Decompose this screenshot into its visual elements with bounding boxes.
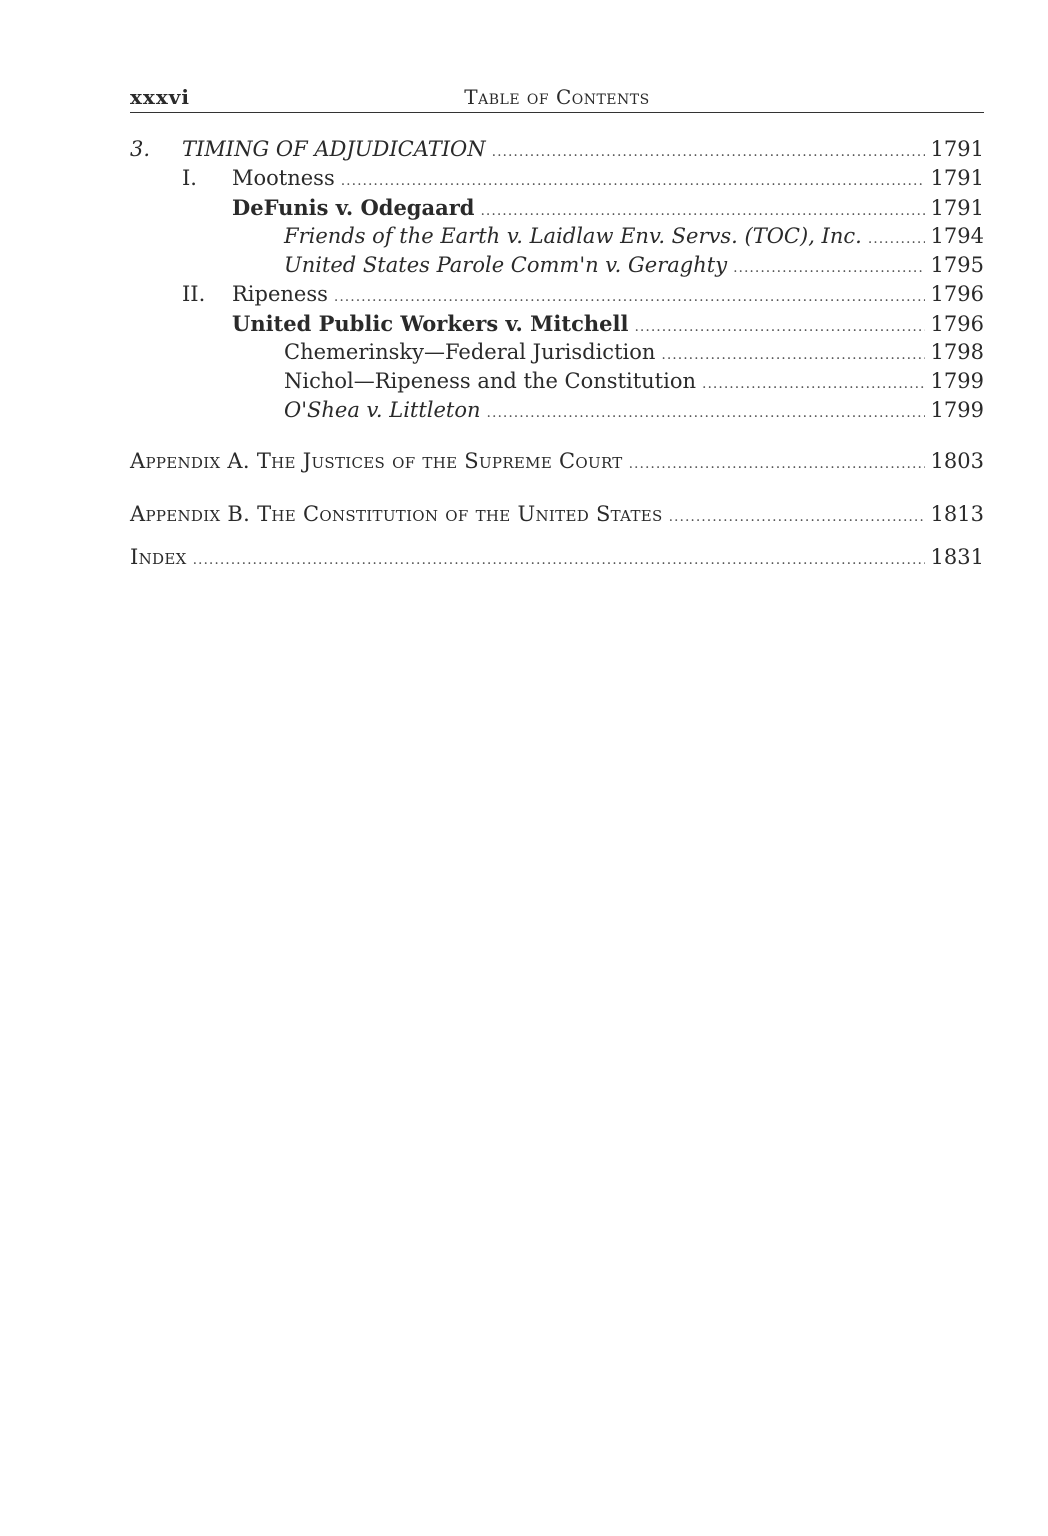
toc-entry-page: 1794 [930,224,984,248]
toc-entry-title: Ripeness [232,282,328,306]
toc-entry-appendix-b[interactable] [130,500,984,529]
toc-entry-mootness[interactable] [130,164,984,193]
toc-entry-title: Friends of the Earth v. Laidlaw Env. Servs. (TOC), Inc. [284,224,862,248]
dot-leader [193,546,925,575]
dot-leader [334,283,925,312]
toc-entry-number: 3. [130,137,151,161]
toc-entry-number: I. [182,166,197,190]
toc-entry-timing-of-adjudication[interactable] [130,135,984,164]
spacer [130,425,984,447]
toc-entry-page: 1791 [930,196,984,220]
toc-entry-chemerinsky[interactable] [130,338,984,367]
table-of-contents [130,135,984,572]
toc-entry-title: Appendix A. The Justices of the Supreme Court [130,449,623,473]
dot-leader [629,450,925,479]
dot-leader [669,503,925,532]
toc-entry-title: United States Parole Comm'n v. Geraghty [284,253,728,277]
toc-entry-title: Chemerinsky—Federal Jurisdiction [284,340,656,364]
toc-entry-friends-of-the-earth[interactable] [130,222,984,251]
dot-leader [868,225,925,254]
toc-entry-page: 1803 [930,449,984,473]
toc-entry-page: 1796 [930,282,984,306]
dot-leader [487,399,925,428]
dot-leader [733,254,924,283]
toc-entry-title: United Public Workers v. Mitchell [232,311,629,336]
toc-entry-title: Index [130,545,187,569]
toc-entry-index[interactable] [130,543,984,572]
running-head-title: Table of Contents [464,85,650,109]
toc-entry-number: II. [182,282,206,306]
toc-entry-geraghty[interactable] [130,251,984,280]
toc-entry-page: 1791 [930,137,984,161]
toc-entry-oshea[interactable] [130,396,984,425]
toc-entry-defunis[interactable] [130,193,984,222]
dot-leader [634,313,924,342]
toc-entry-appendix-a[interactable] [130,447,984,476]
toc-entry-page: 1796 [930,312,984,336]
toc-entry-page: 1831 [930,545,984,569]
spacer [130,476,984,500]
toc-entry-mitchell[interactable] [130,309,984,338]
page-number: xxxvi [130,85,190,109]
toc-entry-page: 1798 [930,340,984,364]
toc-entry-page: 1795 [930,253,984,277]
toc-entry-title: Mootness [232,166,335,190]
toc-entry-nichol[interactable] [130,367,984,396]
toc-entry-title: Nichol—Ripeness and the Constitution [284,369,697,393]
toc-entry-title: Appendix B. The Constitution of the United States [130,502,663,526]
toc-entry-page: 1799 [930,398,984,422]
toc-entry-page: 1791 [930,166,984,190]
toc-entry-title: TIMING OF ADJUDICATION [182,137,486,161]
toc-entry-title: DeFunis v. Odegaard [232,195,475,220]
dot-leader [702,370,925,399]
toc-entry-title: O'Shea v. Littleton [284,398,481,422]
toc-entry-ripeness[interactable] [130,280,984,309]
running-head [130,82,984,113]
toc-entry-page: 1799 [930,369,984,393]
toc-page [130,82,984,572]
dot-leader [661,341,924,370]
dot-leader [341,167,925,196]
toc-entry-page: 1813 [930,502,984,526]
dot-leader [492,138,925,167]
